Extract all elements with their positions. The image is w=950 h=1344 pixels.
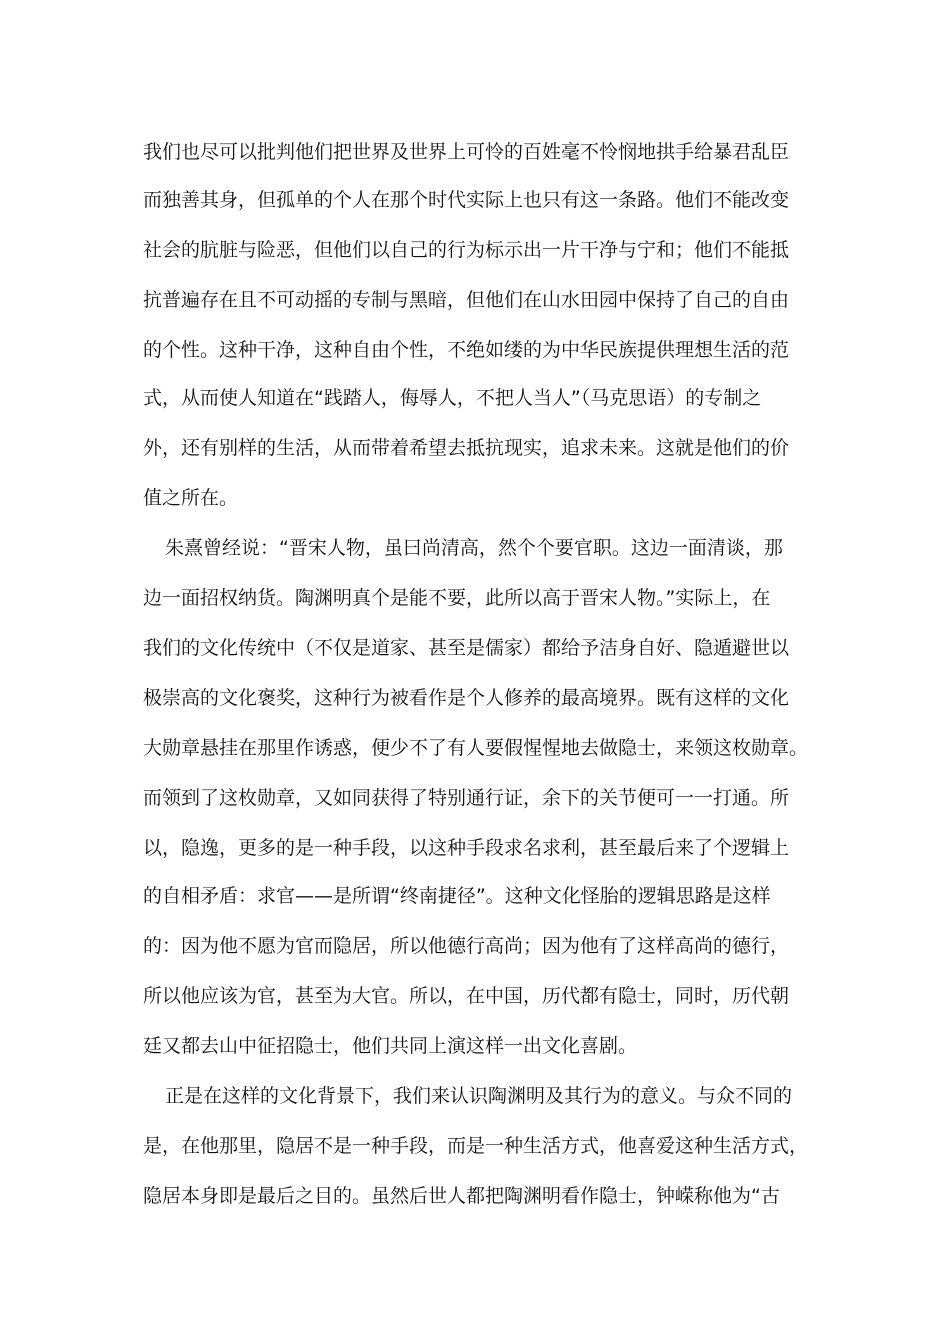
paragraph-line: 极崇高的文化褒奖，这种行为被看作是个人修养的最高境界。既有这样的文化	[143, 687, 790, 709]
paragraph-line: 以，隐逸，更多的是一种手段，以这种手段求名求利，甚至最后来了个逻辑上	[143, 837, 790, 859]
paragraph-line: 朱熹曾经说：“晋宋人物，虽曰尚清高，然个个要官职。这边一面清谈，那	[165, 537, 783, 559]
paragraph-line: 我们也尽可以批判他们把世界及世界上可怜的百姓毫不怜悯地拱手给暴君乱臣	[143, 141, 790, 163]
paragraph-line: 而独善其身，但孤单的个人在那个时代实际上也只有这一条路。他们不能改变	[143, 189, 790, 211]
paragraph-line: 大勋章悬挂在那里作诱惑，便少不了有人要假惺惺地去做隐士，来领这枚勋章。	[143, 737, 809, 759]
paragraph-line: 外，还有别样的生活，从而带着希望去抵抗现实，追求未来。这就是他们的价	[143, 437, 790, 459]
paragraph-line: 隐居本身即是最后之目的。虽然后世人都把陶渊明看作隐士，钟嵘称他为“古	[143, 1185, 780, 1207]
paragraph-line: 是，在他那里，隐居不是一种手段，而是一种生活方式，他喜爱这种生活方式，	[143, 1135, 809, 1157]
paragraph-line: 的自相矛盾：求官——是所谓“终南捷径”。这种文化怪胎的逻辑思路是这样	[143, 885, 771, 907]
paragraph-line: 而领到了这枚勋章，又如同获得了特别通行证，余下的关节便可一一打通。所	[143, 787, 790, 809]
paragraph-line: 的个性。这种干净，这种自由个性，不绝如缕的为中华民族提供理想生活的范	[143, 339, 790, 361]
paragraph-line: 廷又都去山中征招隐士，他们共同上演这样一出文化喜剧。	[143, 1035, 638, 1057]
paragraph-line: 抗普遍存在且不可动摇的专制与黑暗，但他们在山水田园中保持了自己的自由	[143, 289, 790, 311]
paragraph-line: 我们的文化传统中（不仅是道家、甚至是儒家）都给予洁身自好、隐遁避世以	[143, 637, 790, 659]
paragraph-line: 所以他应该为官，甚至为大官。所以，在中国，历代都有隐士，同时，历代朝	[143, 985, 790, 1007]
paragraph-line: 值之所在。	[143, 487, 239, 509]
paragraph-line: 的：因为他不愿为官而隐居，所以他德行高尚；因为他有了这样高尚的德行，	[143, 935, 790, 957]
paragraph-line: 式，从而使人知道在“践踏人，侮辱人，不把人当人”（马克思语）的专制之	[143, 387, 762, 409]
paragraph-line: 正是在这样的文化背景下，我们来认识陶渊明及其行为的意义。与众不同的	[165, 1085, 793, 1107]
paragraph-line: 边一面招权纳货。陶渊明真个是能不要，此所以高于晋宋人物。”实际上，在	[143, 587, 771, 609]
paragraph-line: 社会的肮脏与险恶，但他们以自己的行为标示出一片干净与宁和；他们不能抵	[143, 239, 790, 261]
